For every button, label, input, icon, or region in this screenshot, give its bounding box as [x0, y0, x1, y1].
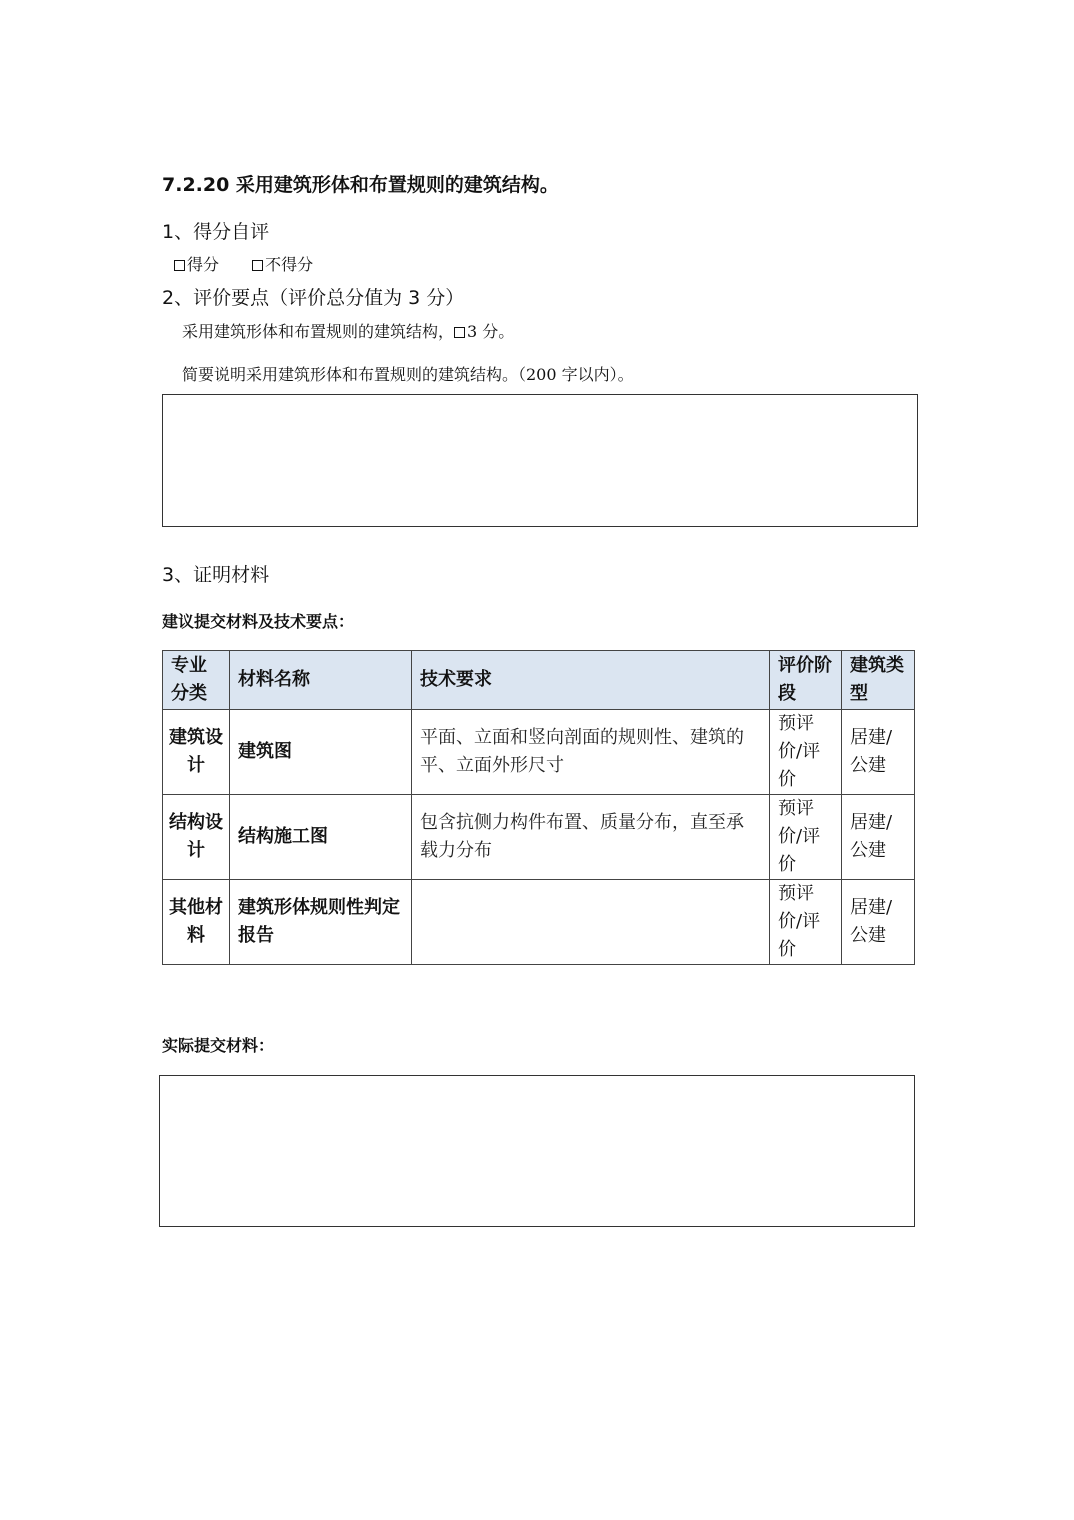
evidence-materials-title: 3、证明材料: [162, 564, 270, 586]
score-option[interactable]: [174, 255, 219, 274]
section-heading: 7.2.20 采用建筑形体和布置规则的建筑结构。: [162, 174, 559, 196]
cell-building-type: 居建/公建: [842, 710, 915, 795]
checkbox-icon[interactable]: [252, 260, 263, 271]
table-header-row: [163, 651, 915, 710]
actual-materials-input-box[interactable]: [159, 1075, 915, 1227]
cell-stage: 预评价/评价: [770, 795, 842, 880]
evaluation-point-line: [182, 319, 514, 342]
evaluation-point-score: 3 分。: [467, 322, 515, 341]
evaluation-point-text: 采用建筑形体和布置规则的建筑结构，: [182, 322, 455, 341]
no-score-option-label: 不得分: [265, 255, 314, 274]
brief-description-prompt: 简要说明采用建筑形体和布置规则的建筑结构。（200 字以内）。: [182, 365, 634, 384]
table-row: [163, 710, 915, 795]
self-score-title: 1、得分自评: [162, 221, 270, 243]
header-material-name: 材料名称: [230, 651, 412, 710]
header-requirement: 技术要求: [412, 651, 770, 710]
cell-building-type: 居建/公建: [842, 880, 915, 965]
materials-table: [162, 650, 915, 965]
cell-category: 其他材料: [163, 880, 230, 965]
checkbox-icon[interactable]: [454, 327, 465, 338]
checkbox-icon[interactable]: [174, 260, 185, 271]
cell-building-type: 居建/公建: [842, 795, 915, 880]
header-building-type: 建筑类型: [842, 651, 915, 710]
cell-stage: 预评价/评价: [770, 880, 842, 965]
cell-requirement: 包含抗侧力构件布置、质量分布，直至承载力分布: [412, 795, 770, 880]
cell-stage: 预评价/评价: [770, 710, 842, 795]
score-option-label: 得分: [187, 255, 220, 274]
header-stage: 评价阶段: [770, 651, 842, 710]
actual-materials-label: 实际提交材料：: [162, 1036, 275, 1055]
cell-requirement: 平面、立面和竖向剖面的规则性、建筑的平、立面外形尺寸: [412, 710, 770, 795]
cell-category: 结构设计: [163, 795, 230, 880]
evaluation-points-title: 2、评价要点（评价总分值为 3 分）: [162, 287, 465, 309]
no-score-option[interactable]: [252, 255, 313, 274]
table-row: [163, 880, 915, 965]
cell-material-name: 建筑图: [230, 710, 412, 795]
header-category: 专业分类: [163, 651, 230, 710]
description-input-box[interactable]: [162, 394, 918, 527]
cell-category: 建筑设计: [163, 710, 230, 795]
cell-material-name: 结构施工图: [230, 795, 412, 880]
suggested-materials-label: 建议提交材料及技术要点：: [162, 612, 355, 631]
self-score-options: [174, 252, 341, 275]
cell-requirement: [412, 880, 770, 965]
table-row: [163, 795, 915, 880]
cell-material-name: 建筑形体规则性判定报告: [230, 880, 412, 965]
